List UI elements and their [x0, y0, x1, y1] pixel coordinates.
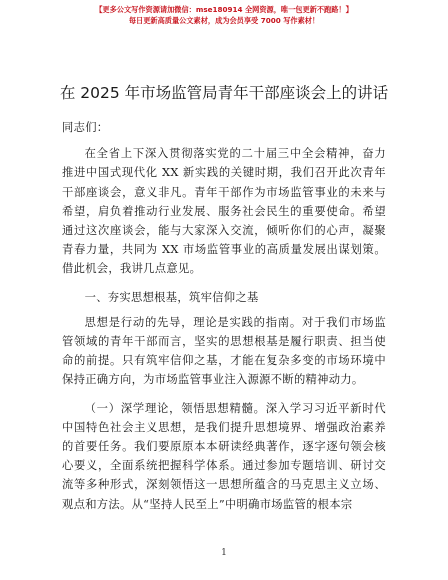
section-1-heading: 一、夯实思想根基，筑牢信仰之基 — [84, 290, 259, 304]
document-title: 在 2025 年市场监管局青年干部座谈会上的讲话 — [59, 84, 389, 102]
document-body — [62, 118, 386, 514]
promo-banner-line-1: 【更多公文写作资源请加微信：mse180914 全网资源，唯一包更新不跑路！】 — [95, 5, 353, 14]
intro-paragraph: 在全省上下深入贯彻落实党的二十届三中全会精神，奋力推进中国式现代化 XX 新实践的关键时期，我们召开此次青年干部座谈会，意义非凡。青年干部作为市场监管事业的未来与希望，肩负着推动行业发展、服务社会民生的重要使命。希望通过这次座谈会，能与大家深入交流，倾听你们的心声，凝聚青春力量，共同为 XX 市场监管事业的高质量发展出谋划策。借此机会，我讲几点意见。 — [62, 147, 386, 276]
promo-banner-line-2: 每日更新高质量公文素材，成为会员享受 7000 写作素材！ — [128, 16, 320, 25]
page-number: 1 — [221, 548, 227, 558]
salutation: 同志们： — [62, 121, 109, 134]
subsection-1-paragraph: （一）深学理论，领悟思想精髓。深入学习习近平新时代中国特色社会主义思想，是我们提升思想境界、增强政治素养的首要任务。我们要原原本本研读经典著作，逐字逐句领会核心要义，全面系统把握科学体系。通过参加专题培训、研讨交流等多种形式，深刻领悟这一思想所蕴含的马克思主义立场、观点和方法。从“坚持人民至上”中明确市场监管的根本宗 — [62, 401, 386, 511]
section-1-paragraph: 思想是行动的先导，理论是实践的指南。对于我们市场监管领域的青年干部而言，坚实的思想根基是履行职责、担当使命的前提。只有筑牢信仰之基，才能在复杂多变的市场环境中保持正确方向，为市场监管事业注入源源不断的精神动力。 — [62, 315, 386, 387]
promo-banner — [0, 0, 448, 26]
